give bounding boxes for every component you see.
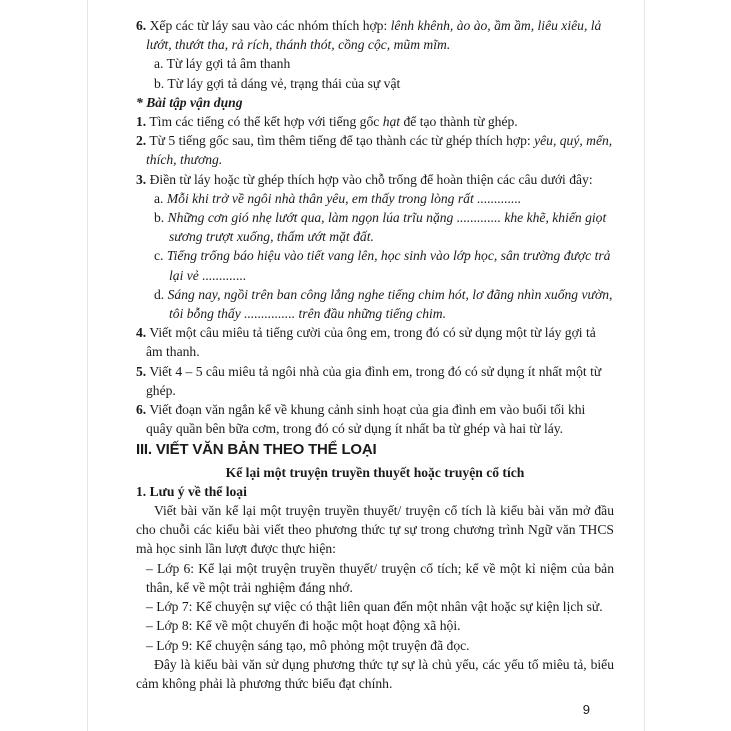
apply-q3-a [136, 189, 614, 208]
apply-q2-words: yêu, quý, mến, thích, thương. [146, 133, 613, 168]
apply-q3-b [136, 208, 614, 246]
apply-question-6 [136, 400, 614, 438]
apply-question-5 [136, 362, 614, 400]
exercise-6-words: lênh khênh, ào ào, ầm ầm, liêu xiêu, lả lướt, thướt tha, rả rích, thánh thót, cồng cộc, mũm mĩm. [146, 18, 602, 53]
apply-q6-text: Viết đoạn văn ngắn kể về khung cảnh sinh hoạt của gia đình em vào buổi tối khi quây quần bên bữa cơm, trong đó có sử dụng ít nhất ba từ ghép và hai từ láy. [146, 402, 586, 437]
page-number: 9 [582, 702, 590, 717]
apply-q3-d-text: Sáng nay, ngồi trên ban công lắng nghe tiếng chim hót, lơ đãng nhìn xuống vườn, tôi bỗng thấy ............... trên đầu những tiếng chim. [167, 286, 613, 322]
apply-q3-text: Điền từ láy hoặc từ ghép thích hợp vào chỗ trống để hoàn thiện các câu dưới đây: [149, 171, 593, 187]
apply-q2-text: Từ 5 tiếng gốc sau, tìm thêm tiếng để tạo thành các từ ghép thích hợp: [149, 133, 531, 149]
grade-9-item: – Lớp 9: Kể chuyện sáng tạo, mô phỏng một truyện đã đọc. [146, 637, 470, 653]
apply-question-1 [136, 112, 614, 131]
apply-question-3 [136, 170, 614, 189]
apply-q3-d [136, 285, 614, 323]
apply-q3-a-label: a. [154, 190, 164, 206]
apply-q3-c [136, 246, 614, 284]
grade-7-item: – Lớp 7: Kể chuyện sự việc có thật liên quan đến một nhân vật hoặc sự kiện lịch sử. [146, 599, 603, 615]
apply-q3-a-text: Mỗi khi trở về ngôi nhà thân yêu, em thấy trong lòng rất ............. [166, 190, 522, 206]
apply-q6-number: 6. [136, 402, 147, 418]
apply-q3-b-label: b. [154, 210, 165, 226]
apply-q1-text-end: để tạo thành từ ghép. [403, 114, 518, 130]
apply-q3-c-label: c. [154, 248, 164, 264]
apply-q3-b-text: Những cơn gió nhẹ lướt qua, làm ngọn lúa trĩu nặng ............. khe khẽ, khiến giọt sương trượt xuống, thấm ướt mặt đất. [167, 210, 607, 245]
apply-q3-d-label: d. [154, 286, 165, 302]
exercise-6 [136, 16, 614, 54]
exercise-6-option-b: b. Từ láy gợi tả dáng vẻ, trạng thái của sự vật [154, 75, 401, 91]
apply-q1-root: hạt [382, 114, 401, 130]
exercise-6-text: Xếp các từ láy sau vào các nhóm thích hợp: [149, 18, 388, 33]
apply-heading: * Bài tập vận dụng [136, 94, 243, 110]
apply-q3-number: 3. [136, 171, 147, 187]
apply-q2-number: 2. [136, 133, 147, 149]
closing-paragraph: Đây là kiểu bài văn sử dụng phương thức tự sự là chủ yếu, các yếu tố miêu tả, biểu cảm không phải là phương thức biểu đạt chính. [136, 656, 614, 691]
page-content [136, 16, 614, 693]
apply-question-2 [136, 131, 614, 169]
apply-q5-number: 5. [136, 363, 147, 379]
document-page [88, 0, 644, 731]
apply-q1-text: Tìm các tiếng có thể kết hợp với tiếng gốc [149, 114, 380, 130]
apply-q4-number: 4. [136, 325, 147, 341]
grade-8-item: – Lớp 8: Kể về một chuyến đi hoặc một hoạt động xã hội. [146, 618, 461, 634]
note-paragraph: Viết bài văn kể lại một truyện truyền thuyết/ truyện cổ tích là kiểu bài văn mở đầu cho chuỗi các kiểu bài viết theo phương thức tự sự trong chương trình Ngữ văn THCS mà học sinh lần lượt được thực hiện: [136, 503, 614, 557]
apply-q5-text: Viết 4 – 5 câu miêu tả ngôi nhà của gia đình em, trong đó có sử dụng ít nhất một từ ghép. [146, 363, 602, 398]
section-title: III. VIẾT VĂN BẢN THEO THỂ LOẠI [136, 441, 377, 459]
exercise-6-number: 6. [136, 18, 147, 33]
note-heading: 1. Lưu ý về thể loại [136, 483, 247, 499]
grade-6-item: – Lớp 6: Kể lại một truyện truyền thuyết/ truyện cổ tích; kể về một kỉ niệm của bản thân, kể về một trải nghiệm đáng nhớ. [146, 560, 614, 595]
apply-question-4 [136, 323, 614, 361]
section-subtitle: Kể lại một truyện truyền thuyết hoặc truyện cổ tích [225, 464, 525, 480]
apply-q4-text: Viết một câu miêu tả tiếng cười của ông em, trong đó có sử dụng một từ láy gợi tả âm thanh. [146, 325, 596, 360]
apply-q3-c-text: Tiếng trống báo hiệu vào tiết vang lên, học sinh vào lớp học, sân trường được trả lại vẻ ............. [166, 248, 611, 283]
apply-q1-number: 1. [136, 114, 147, 130]
exercise-6-option-a: a. Từ láy gợi tả âm thanh [154, 56, 291, 72]
